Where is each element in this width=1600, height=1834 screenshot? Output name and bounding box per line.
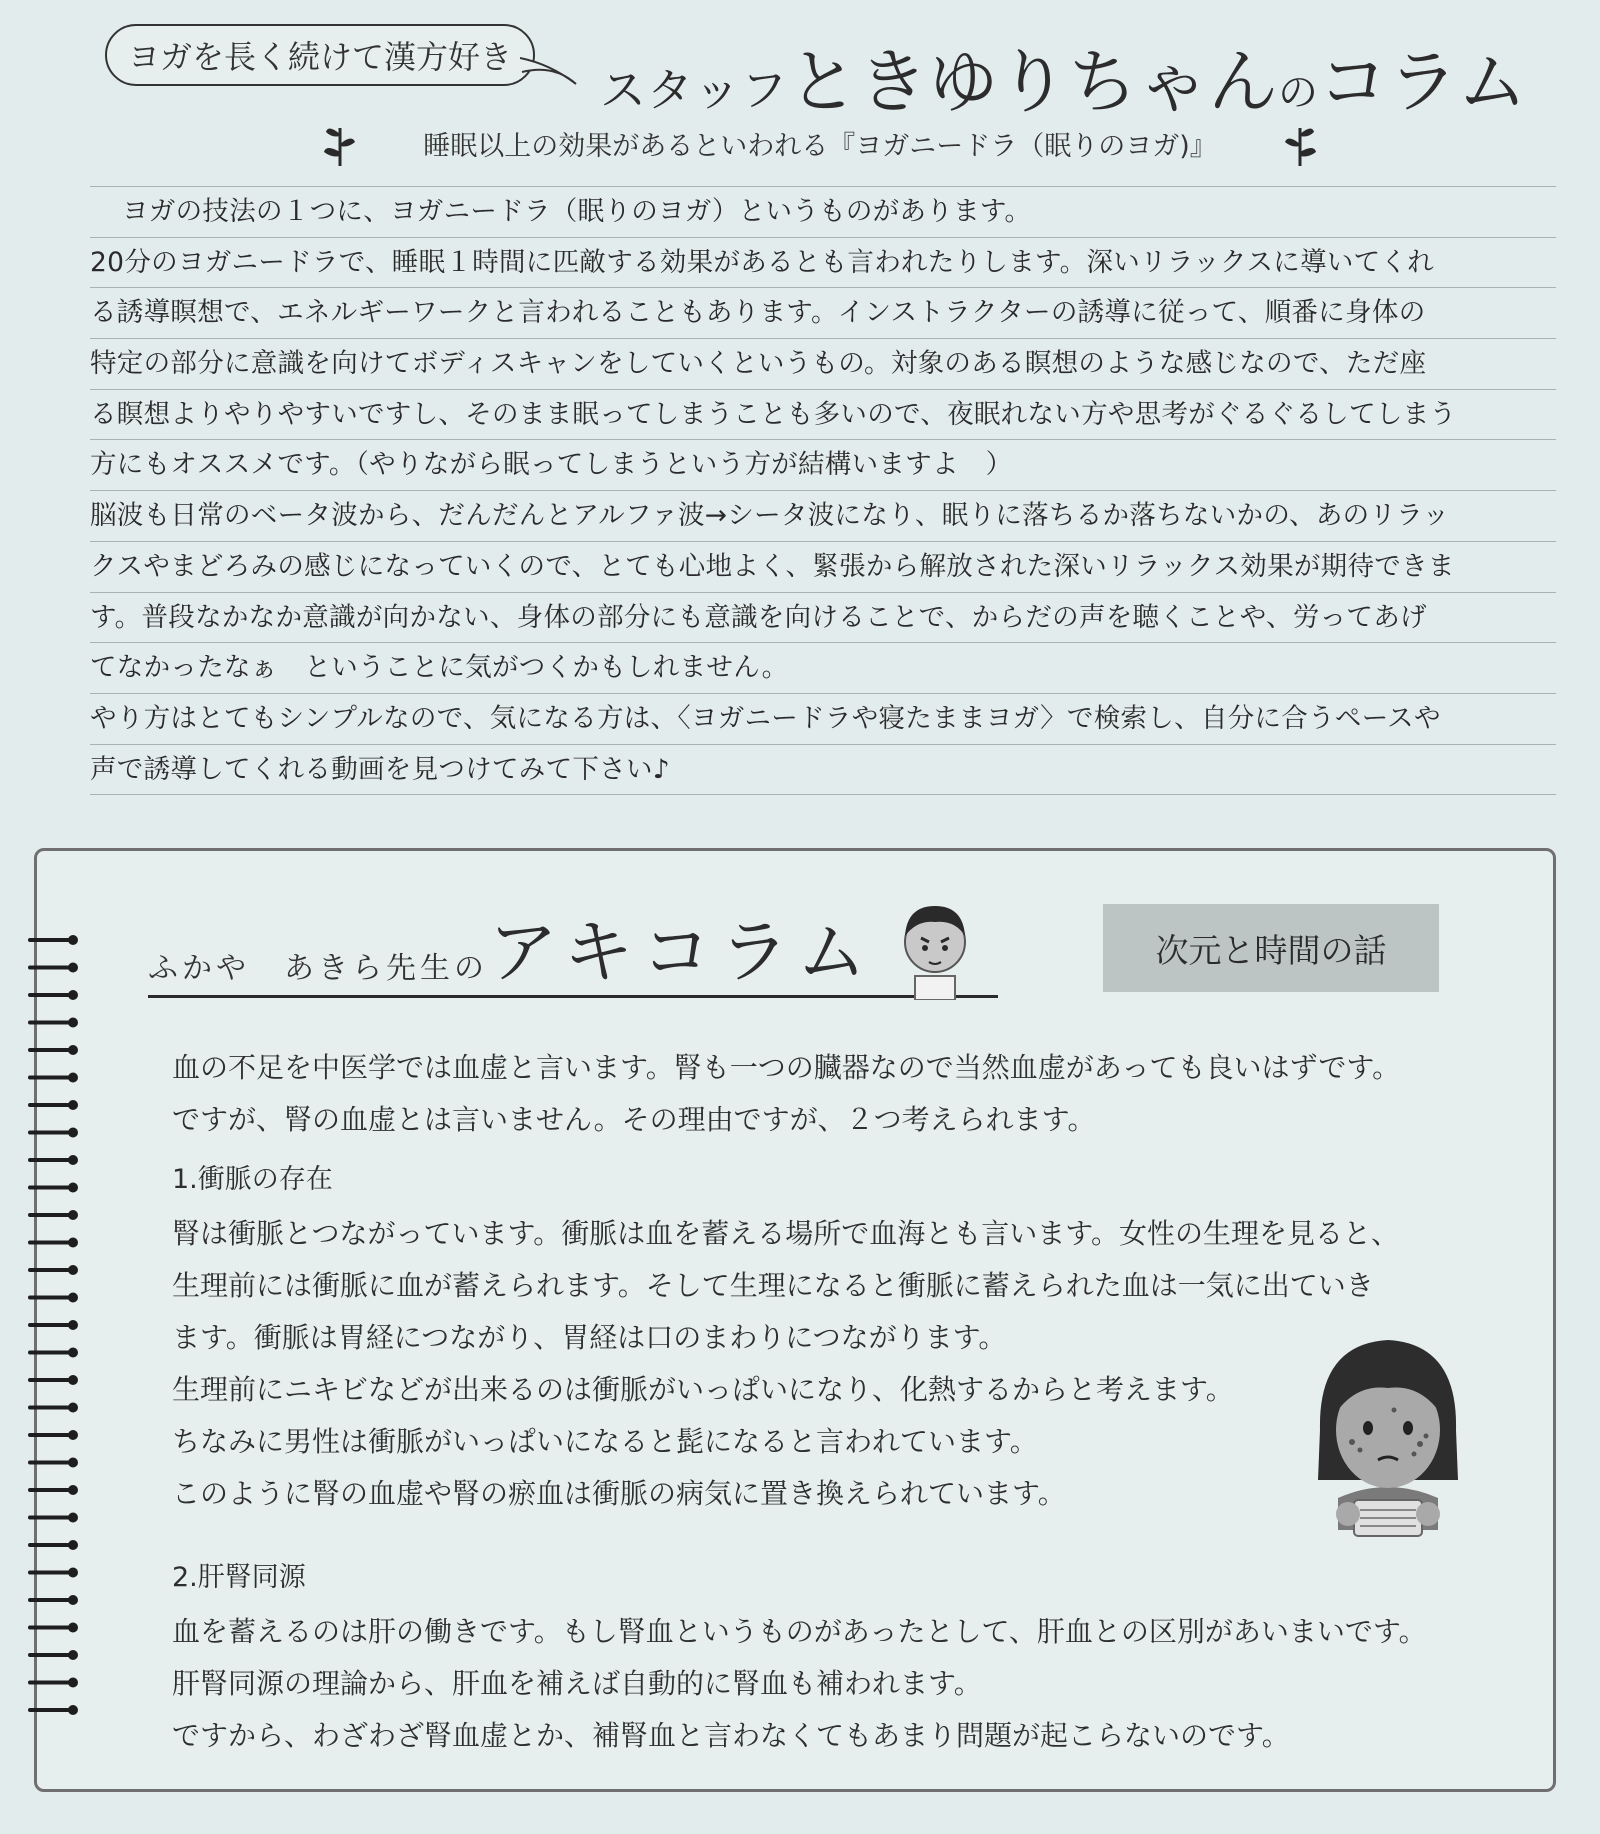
body-line: す。普段なかなか意識が向かない、身体の部分にも意識を向けることで、からだの声を聴くことや、労ってあげ — [90, 592, 1556, 643]
body-line: 20分のヨガニードラで、睡眠１時間に匹敵する効果があるとも言われたりします。深いリラックスに導いてくれ — [90, 237, 1556, 288]
body-line: ヨガの技法の１つに、ヨガニードラ（眠りのヨガ）というものがあります。 — [90, 186, 1556, 237]
body-line: 血を蓄えるのは肝の働きです。もし腎血というものがあったとして、肝血との区別があいまいです。 — [172, 1615, 1427, 1648]
body-line: る瞑想よりやりやすいですし、そのまま眠ってしまうことも多いので、夜眠れない方や思考がぐるぐるしてしまう — [90, 389, 1556, 440]
body-line: ですから、わざわざ腎血虚とか、補腎血と言わなくてもあまり問題が起こらないのです。 — [172, 1719, 1290, 1752]
leaf-sprig-icon — [1280, 118, 1320, 168]
topic-box — [1103, 904, 1439, 992]
subtitle-row — [320, 118, 1320, 168]
leaf-sprig-icon — [320, 118, 360, 168]
topic-label: 次元と時間の話 — [1155, 930, 1387, 970]
aki-column-heading — [148, 910, 998, 998]
body-line: クスやまどろみの感じになっていくので、とても心地よく、緊張から解放された深いリラックス効果が期待できま — [90, 541, 1556, 592]
headline-column: コラム — [1318, 41, 1528, 123]
speech-tail-icon — [520, 54, 580, 88]
body-line: やり方はとてもシンプルなので、気になる方は、〈ヨガニードラや寝たままヨガ〉で検索し、自分に合うペースや — [90, 693, 1556, 744]
staff-column-body — [90, 186, 1556, 795]
headline-name: ときゆりちゃん — [788, 41, 1278, 123]
body-line: ちなみに男性は衝脈がいっぱいになると髭になると言われています。 — [172, 1425, 1038, 1458]
section-title: 2.肝腎同源 — [172, 1562, 306, 1593]
body-line: 声で誘導してくれる動画を見つけてみて下さい♪ — [90, 744, 1556, 796]
heading-title: アキコラム — [488, 911, 875, 993]
body-line: ですが、腎の血虚とは言いません。その理由ですが、２つ考えられます。 — [172, 1103, 1096, 1136]
body-line: 血の不足を中医学では血虚と言います。腎も一つの臓器なので当然血虚があっても良いはずです。 — [172, 1051, 1401, 1084]
teacher-avatar-icon — [885, 890, 985, 1000]
body-line: てなかったなぁ ということに気がつくかもしれません。 — [90, 642, 1556, 693]
body-line: 生理前には衝脈に血が蓄えられます。そして生理になると衝脈に蓄えられた血は一気に出ていき — [172, 1269, 1374, 1302]
body-line: 方にもオススメです。（やりながら眠ってしまうという方が結構いますよ ） — [90, 439, 1556, 490]
column-tag-text: ヨガを長く続けて漢方好き — [127, 38, 512, 76]
body-line: このように腎の血虚や腎の瘀血は衝脈の病気に置き換えられています。 — [172, 1477, 1066, 1510]
body-line: ます。衝脈は胃経につながり、胃経は口のまわりにつながります。 — [172, 1321, 1007, 1354]
column-tag-bubble — [105, 24, 535, 86]
body-line: 特定の部分に意識を向けてボディスキャンをしていくというもの。対象のある瞑想のような感じなので、ただ座 — [90, 338, 1556, 389]
headline-no: の — [1278, 70, 1318, 116]
body-line: 肝腎同源の理論から、肝血を補えば自動的に腎血も補われます。 — [172, 1667, 982, 1700]
spiral-binding-icon — [28, 930, 88, 1730]
staff-column-title — [600, 26, 1528, 123]
column-subtitle: 睡眠以上の効果があるといわれる『ヨガニードラ（眠りのヨガ)』 — [423, 130, 1217, 162]
headline-staff: スタッフ — [600, 63, 788, 117]
body-line: 腎は衝脈とつながっています。衝脈は血を蓄える場所で血海とも言います。女性の生理を見ると、 — [172, 1217, 1399, 1250]
body-line: 脳波も日常のベータ波から、だんだんとアルファ波→シータ波になり、眠りに落ちるか落ちないかの、あのリラッ — [90, 490, 1556, 541]
heading-author: ふかや あきら先生の — [148, 951, 488, 986]
section-title: 1.衝脈の存在 — [172, 1164, 333, 1195]
body-line: る誘導瞑想で、エネルギーワークと言われることもあります。インストラクターの誘導に従って、順番に身体の — [90, 287, 1556, 338]
body-line: 生理前にニキビなどが出来るのは衝脈がいっぱいになり、化熱するからと考えます。 — [172, 1373, 1234, 1406]
woman-with-acne-illustration — [1308, 1330, 1468, 1540]
